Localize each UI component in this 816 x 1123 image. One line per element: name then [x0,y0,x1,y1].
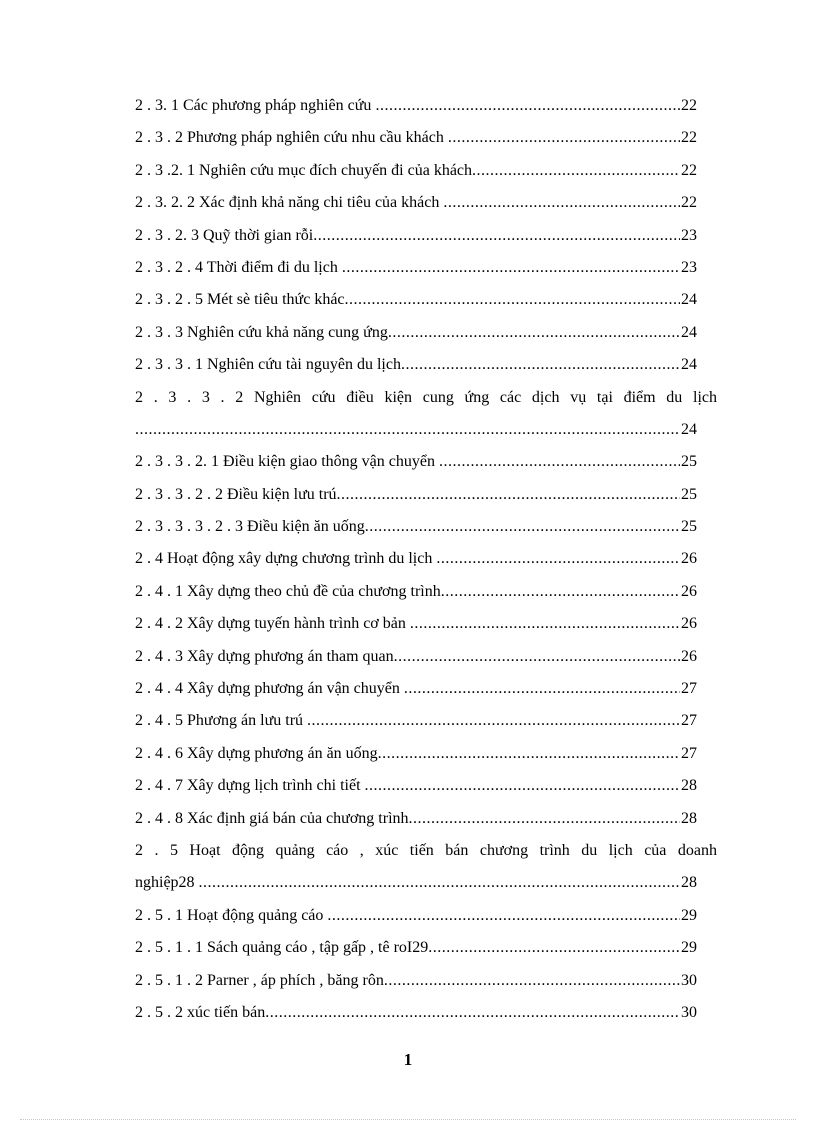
toc-entry-page: 26 [680,608,697,640]
toc-entry-title: 2 . 4 . 4 Xây dựng phương án vận chuyển [135,680,404,698]
toc-entry-page: 22 [680,187,697,219]
toc-entry [135,446,721,478]
toc-entry-continuation [135,867,721,899]
toc-entry [135,932,721,964]
toc-entry-title: 2 . 3 . 2. 3 Quỹ thời gian rỗi [135,226,314,244]
toc-entry-page: 26 [680,576,697,608]
toc-entry [135,738,721,770]
page-bottom-divider [20,1119,796,1120]
toc-entry-title: 2 . 3 . 3 . 2 . 2 Điều kiện lưu trú [135,485,337,503]
toc-entry-page: 24 [680,414,697,446]
toc-entry-title: 2 . 4 . 3 Xây dựng phương án tham quan [135,647,394,665]
toc-entry-title: 2 . 3 . 2 Phương pháp nghiên cứu nhu cầu khách [135,129,448,147]
toc-entry-page: 29 [680,900,697,932]
toc-entry-page: 30 [680,997,697,1029]
toc-entry [135,90,721,122]
toc-entry [135,576,721,608]
toc-entry-page: 24 [680,349,697,381]
toc-entry-title: 2 . 3. 1 Các phương pháp nghiên cứu [135,97,376,114]
toc-entry-title: 2 . 3 .2. 1 Nghiên cứu mục đích chuyến đi của khách [135,161,473,179]
toc-entry-title: 2 . 3 . 3 . 1 Nghiên cứu tài nguyên du lịch [135,356,401,374]
toc-entry-title: 2 . 5 . 1 Hoạt động quảng cáo [135,906,328,924]
toc-entry-title: 2 . 4 . 2 Xây dựng tuyến hành trình cơ bản [135,615,410,633]
toc-entry-title: 2 . 3 . 2 . 4 Thời điểm đi du lịch [135,258,342,276]
toc-entry-page: 26 [680,641,697,673]
toc-entry-title: 2 . 5 . 1 . 2 Parner , áp phích , băng rôn [135,971,384,989]
toc-entry-page: 25 [680,446,697,478]
toc-entry-page: 24 [680,284,697,316]
page-number: 1 [403,1050,413,1069]
toc-entry [135,122,721,154]
toc-entry-page: 25 [680,479,697,511]
toc-entry [135,317,721,349]
toc-entry-page: 24 [680,317,697,349]
toc-entry-page: 29 [680,932,697,964]
toc-entry [135,705,721,737]
toc-entry-page: 26 [680,543,697,575]
toc-entry-page: 28 [680,803,697,835]
toc-entry-title: 2 . 4 Hoạt động xây dựng chương trình du lịch [135,550,437,568]
toc-entry-page: 23 [680,252,697,284]
toc-entry [135,349,721,381]
toc-entry-title: 2 . 4 . 5 Phương án lưu trú [135,712,308,730]
toc-entry-page: 28 [680,770,697,802]
toc-entry-continuation-text: nghiệp28 [135,874,199,892]
table-of-contents [135,90,721,1029]
toc-entry [135,997,721,1029]
toc-entry-title: 2 . 3 . 3 . 2. 1 Điều kiện giao thông vận chuyển [135,453,439,471]
toc-entry [135,284,721,316]
toc-entry [135,900,721,932]
toc-entry-title: 2 . 3 . 2 . 5 Mét sè tiêu thức khác [135,291,345,309]
toc-entry-title: 2 . 3. 2. 2 Xác định khả năng chi tiêu của khách [135,194,444,212]
toc-entry-page: 27 [680,705,697,737]
toc-entry [135,511,721,543]
toc-entry-title: 2 . 4 . 7 Xây dựng lịch trình chi tiết [135,777,365,795]
toc-entry-title: 2 . 4 . 6 Xây dựng phương án ăn uống [135,744,378,762]
toc-entry-title: 2 . 4 . 8 Xác định giá bán của chương trình [135,809,409,827]
toc-entry-title: 2 . 3 . 3 . 3 . 2 . 3 Điều kiện ăn uống [135,518,365,536]
toc-entry [135,479,721,511]
toc-entry [135,252,721,284]
toc-entry [135,155,721,187]
toc-entry-page: 28 [680,867,697,899]
toc-entry-title-line: 2 . 5 Hoạt động quảng cáo , xúc tiến bán chương trình du lịch của doanh [135,841,717,859]
toc-entry [135,608,721,640]
toc-entry-title-line: 2 . 3 . 3 . 2 Nghiên cứu điều kiện cung ứng các dịch vụ tại điểm du lịch [135,388,717,406]
toc-entry-title: 2 . 4 . 1 Xây dựng theo chủ đề của chương trình [135,582,441,600]
toc-entry-page: 27 [680,738,697,770]
toc-entry [135,803,721,835]
toc-entry-continuation [135,414,721,446]
toc-entry [135,543,721,575]
toc-entry [135,220,721,252]
toc-entry-title: 2 . 5 . 2 xúc tiến bán [135,1003,266,1021]
toc-entry [135,965,721,997]
toc-entry [135,641,721,673]
toc-entry-page: 25 [680,511,697,543]
toc-entry [135,770,721,802]
toc-entry-page: 23 [680,220,697,252]
toc-entry-page: 27 [680,673,697,705]
toc-entry-page: 22 [680,155,697,187]
toc-entry-title: 2 . 3 . 3 Nghiên cứu khả năng cung ứng [135,323,388,341]
toc-entry [135,673,721,705]
toc-entry-page: 22 [680,122,697,154]
toc-entry-page: 22 [680,90,697,122]
toc-entry-page: 30 [680,965,697,997]
toc-entry [135,187,721,219]
toc-entry-title: 2 . 5 . 1 . 1 Sách quảng cáo , tập gấp , tê roI29 [135,939,429,957]
